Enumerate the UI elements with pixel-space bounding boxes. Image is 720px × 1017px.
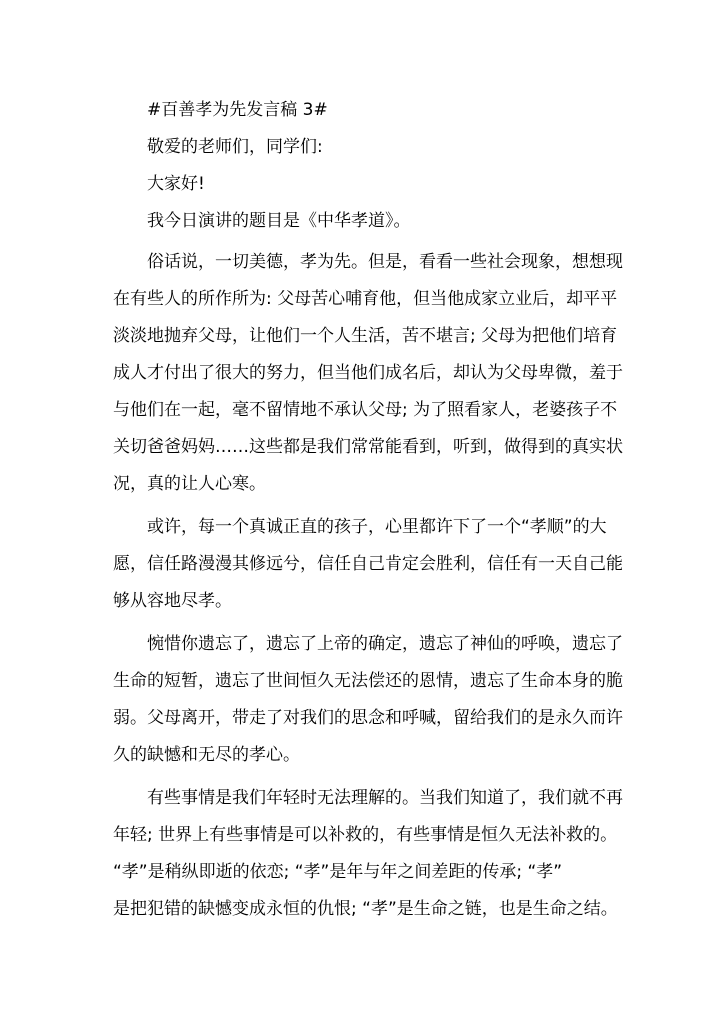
greeting: 大家好! bbox=[147, 174, 205, 194]
paragraph-line: 是把犯错的缺憾变成永恒的仇恨; “孝”是生命之链，也是生命之结。 bbox=[113, 899, 618, 919]
document-heading: #百善孝为先发言稿 3# bbox=[147, 100, 328, 120]
paragraph-line: 有些事情是我们年轻时无法理解的。当我们知道了，我们就不再 bbox=[147, 788, 623, 808]
paragraph-line: 淡淡地抛弃父母，让他们一个人生活，苦不堪言; 父母为把他们培育 bbox=[113, 326, 618, 346]
paragraph-line: 生命的短暂，遗忘了世间恒久无法偿还的恩情，遗忘了生命本身的脆 bbox=[113, 671, 623, 691]
paragraph-line: 俗话说，一切美德，孝为先。但是，看看一些社会现象，想想现 bbox=[147, 252, 623, 272]
paragraph-3 bbox=[113, 626, 623, 774]
paragraph-4 bbox=[113, 780, 623, 928]
paragraph-line: 成人才付出了很大的努力，但当他们成名后，却认为父母卑微，羞于 bbox=[113, 363, 623, 383]
paragraph-line: 在有些人的所作所为: 父母苦心哺育他，但当他成家立业后，却平平 bbox=[113, 289, 618, 309]
paragraph-line: 愿，信任路漫漫其修远兮，信任自己肯定会胜利，信任有一天自己能 bbox=[113, 554, 623, 574]
paragraph-line: 久的缺憾和无尽的孝心。 bbox=[113, 745, 300, 765]
paragraph-line: 关切爸爸妈妈……这些都是我们常常能看到，听到，做得到的真实状 bbox=[113, 437, 623, 457]
paragraph-line: 年轻; 世界上有些事情是可以补救的，有些事情是恒久无法补救的。 bbox=[113, 825, 618, 845]
paragraph-line: 况，真的让人心寒。 bbox=[113, 474, 266, 494]
intro-line: 我今日演讲的题目是《中华孝道》。 bbox=[147, 211, 411, 231]
paragraph-line: 弱。父母离开，带走了对我们的思念和呼喊，留给我们的是永久而许 bbox=[113, 708, 623, 728]
paragraph-line: 或许，每一个真诚正直的孩子，心里都许下了一个“孝顺”的大 bbox=[147, 517, 607, 537]
salutation: 敬爱的老师们，同学们: bbox=[147, 137, 323, 157]
paragraph-line: 与他们在一起，毫不留情地不承认父母; 为了照看家人，老婆孩子不 bbox=[113, 400, 618, 420]
document-body bbox=[113, 92, 623, 928]
paragraph-2 bbox=[113, 509, 623, 620]
paragraph-line: “孝”是稍纵即逝的依恋; “孝”是年与年之间差距的传承; “孝” bbox=[113, 862, 563, 882]
paragraph-1 bbox=[113, 244, 623, 503]
paragraph-line: 够从容地尽孝。 bbox=[113, 591, 232, 611]
paragraph-line: 惋惜你遗忘了，遗忘了上帝的确定，遗忘了神仙的呼唤，遗忘了 bbox=[147, 634, 623, 654]
